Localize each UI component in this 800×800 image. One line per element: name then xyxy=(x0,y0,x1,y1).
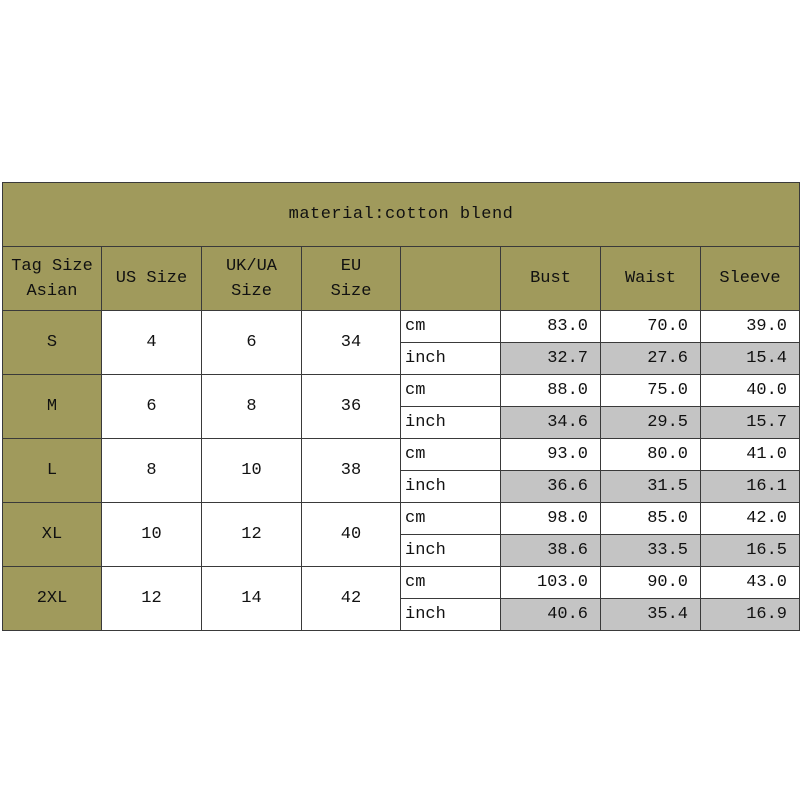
bust-cm-cell: 93.0 xyxy=(501,439,601,471)
unit-inch-label: inch xyxy=(401,343,501,375)
table-title: material:cotton blend xyxy=(3,183,800,247)
uk-size-cell: 10 xyxy=(202,439,302,503)
eu-size-cell: 42 xyxy=(302,567,401,631)
eu-size-cell: 34 xyxy=(302,311,401,375)
sleeve-inch-cell: 16.1 xyxy=(701,471,800,503)
unit-inch-label: inch xyxy=(401,599,501,631)
waist-inch-cell: 31.5 xyxy=(601,471,701,503)
unit-cm-label: cm xyxy=(401,311,501,343)
waist-cm-cell: 85.0 xyxy=(601,503,701,535)
header-eu-size-line2: Size xyxy=(330,281,372,301)
header-uk-size-line1: UK/UA xyxy=(225,256,277,276)
bust-inch-cell: 38.6 xyxy=(501,535,601,567)
unit-inch-label: inch xyxy=(401,407,501,439)
header-uk-size-line2: Size xyxy=(231,281,272,301)
size-table xyxy=(2,182,800,631)
sleeve-cm-cell: 40.0 xyxy=(701,375,800,407)
unit-cm-label: cm xyxy=(401,503,501,535)
waist-inch-cell: 35.4 xyxy=(601,599,701,631)
bust-inch-cell: 40.6 xyxy=(501,599,601,631)
eu-size-cell: 40 xyxy=(302,503,401,567)
header-uk-size xyxy=(202,247,302,311)
bust-cm-cell: 98.0 xyxy=(501,503,601,535)
bust-inch-cell: 32.7 xyxy=(501,343,601,375)
waist-cm-cell: 90.0 xyxy=(601,567,701,599)
unit-inch-label: inch xyxy=(401,471,501,503)
sleeve-cm-cell: 43.0 xyxy=(701,567,800,599)
table-row xyxy=(3,375,800,407)
tag-size-cell: XL xyxy=(3,503,102,567)
waist-inch-cell: 29.5 xyxy=(601,407,701,439)
uk-size-cell: 14 xyxy=(202,567,302,631)
waist-inch-cell: 33.5 xyxy=(601,535,701,567)
bust-cm-cell: 103.0 xyxy=(501,567,601,599)
header-tag-size xyxy=(3,247,102,311)
header-tag-size-line2: Asian xyxy=(26,281,78,301)
us-size-cell: 10 xyxy=(102,503,202,567)
us-size-cell: 6 xyxy=(102,375,202,439)
header-unit xyxy=(401,247,501,311)
bust-cm-cell: 83.0 xyxy=(501,311,601,343)
tag-size-cell: M xyxy=(3,375,102,439)
us-size-cell: 4 xyxy=(102,311,202,375)
us-size-cell: 8 xyxy=(102,439,202,503)
table-row xyxy=(3,311,800,343)
sleeve-inch-cell: 15.7 xyxy=(701,407,800,439)
us-size-cell: 12 xyxy=(102,567,202,631)
uk-size-cell: 12 xyxy=(202,503,302,567)
unit-cm-label: cm xyxy=(401,439,501,471)
unit-cm-label: cm xyxy=(401,567,501,599)
unit-inch-label: inch xyxy=(401,535,501,567)
header-tag-size-line1: Tag Size xyxy=(11,256,93,276)
header-row xyxy=(3,247,800,311)
waist-cm-cell: 80.0 xyxy=(601,439,701,471)
tag-size-cell: 2XL xyxy=(3,567,102,631)
uk-size-cell: 8 xyxy=(202,375,302,439)
eu-size-cell: 38 xyxy=(302,439,401,503)
sleeve-inch-cell: 16.5 xyxy=(701,535,800,567)
tag-size-cell: S xyxy=(3,311,102,375)
size-chart xyxy=(2,182,799,638)
sleeve-inch-cell: 16.9 xyxy=(701,599,800,631)
waist-cm-cell: 70.0 xyxy=(601,311,701,343)
uk-size-cell: 6 xyxy=(202,311,302,375)
waist-inch-cell: 27.6 xyxy=(601,343,701,375)
bust-inch-cell: 36.6 xyxy=(501,471,601,503)
header-bust: Bust xyxy=(501,247,601,311)
eu-size-cell: 36 xyxy=(302,375,401,439)
sleeve-inch-cell: 15.4 xyxy=(701,343,800,375)
header-eu-size-line1: EU xyxy=(340,256,362,276)
table-row xyxy=(3,503,800,535)
waist-cm-cell: 75.0 xyxy=(601,375,701,407)
bust-inch-cell: 34.6 xyxy=(501,407,601,439)
header-waist: Waist xyxy=(601,247,701,311)
table-row xyxy=(3,439,800,471)
table-row xyxy=(3,567,800,599)
header-eu-size xyxy=(302,247,401,311)
header-us-size: US Size xyxy=(102,247,202,311)
bust-cm-cell: 88.0 xyxy=(501,375,601,407)
sleeve-cm-cell: 39.0 xyxy=(701,311,800,343)
unit-cm-label: cm xyxy=(401,375,501,407)
header-sleeve: Sleeve xyxy=(701,247,800,311)
sleeve-cm-cell: 41.0 xyxy=(701,439,800,471)
tag-size-cell: L xyxy=(3,439,102,503)
sleeve-cm-cell: 42.0 xyxy=(701,503,800,535)
